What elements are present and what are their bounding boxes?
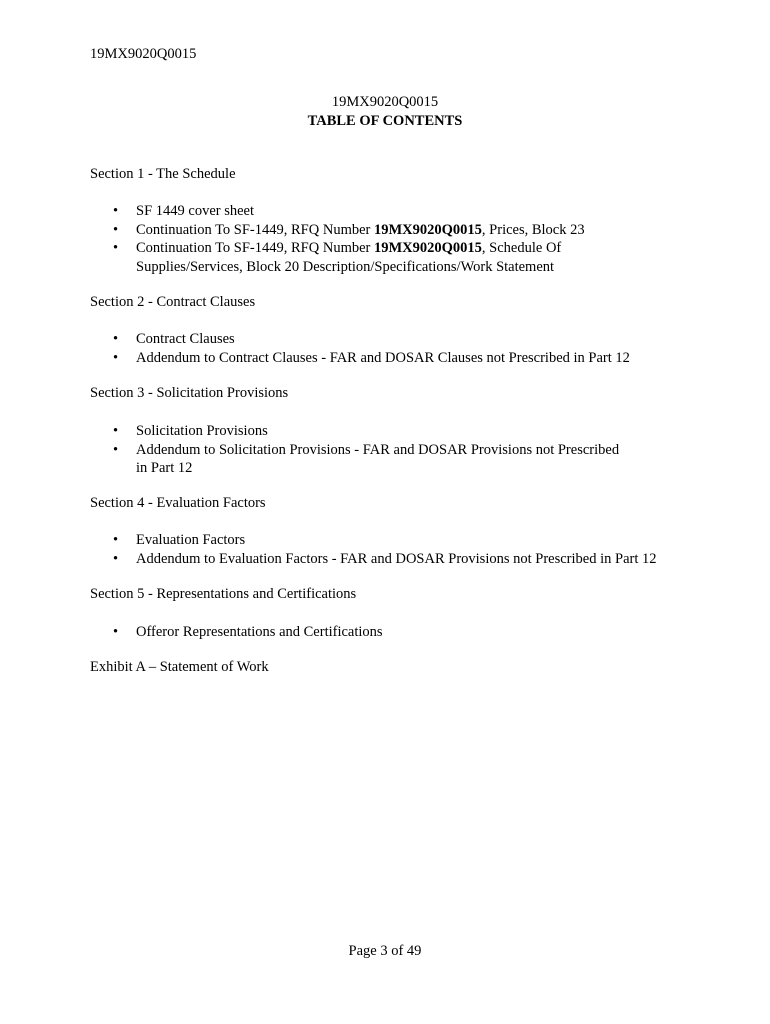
title-block	[0, 93, 770, 131]
bullet-icon: •	[113, 221, 119, 238]
list-item: • Contract Clauses	[113, 331, 235, 347]
list-item: • Addendum to Evaluation Factors - FAR and DOSAR Provisions not Prescribed in Part 12	[113, 550, 657, 567]
section-5-list	[90, 623, 690, 642]
list-item: • SF 1449 cover sheet	[113, 203, 254, 219]
rfq-number: 19MX9020Q0015	[373, 221, 482, 238]
bullet-icon: •	[113, 203, 119, 219]
page-number: Page 3 of 49	[348, 943, 422, 959]
list-item: • Addendum to Solicitation Provisions - FAR and DOSAR Provisions not Prescribed in Part 12	[113, 441, 620, 477]
section-heading-1: Section 1 - The Schedule	[90, 166, 236, 182]
doc-number: 19MX9020Q0015	[331, 94, 439, 110]
list-item: • Solicitation Provisions	[113, 423, 268, 439]
list-item: • Addendum to Contract Clauses - FAR and DOSAR Clauses not Prescribed in Part 12	[113, 349, 630, 366]
bullet-icon: •	[113, 331, 119, 347]
list-item: • Continuation To SF-1449, RFQ Number 19MX9020Q0015, Prices, Block 23	[113, 221, 585, 238]
rfq-number: 19MX9020Q0015	[373, 240, 482, 257]
bullet-icon: •	[113, 441, 119, 458]
section-3-list	[90, 422, 690, 478]
section-2-list	[90, 330, 690, 367]
bullet-icon: •	[113, 423, 119, 439]
bullet-icon: •	[113, 240, 119, 257]
bullet-icon: •	[113, 550, 119, 567]
running-header: 19MX9020Q0015	[90, 46, 197, 62]
section-4-list	[90, 531, 690, 568]
list-item: • Continuation To SF-1449, RFQ Number 19MX9020Q0015, Schedule Of Supplies/Services, Block 20 Description/Specifications/Work Statement	[113, 240, 562, 275]
bullet-icon: •	[113, 624, 119, 640]
bullet-icon: •	[113, 532, 119, 548]
list-item: • Evaluation Factors	[113, 532, 246, 548]
section-heading-4: Section 4 - Evaluation Factors	[90, 495, 266, 511]
toc-title: TABLE OF CONTENTS	[307, 113, 463, 129]
section-heading-5: Section 5 - Representations and Certifications	[90, 586, 357, 602]
section-1-list	[90, 202, 690, 276]
exhibit-heading: Exhibit A – Statement of Work	[90, 659, 269, 675]
list-item: • Offeror Representations and Certifications	[113, 624, 383, 640]
section-heading-3: Section 3 - Solicitation Provisions	[90, 385, 289, 401]
section-heading-2: Section 2 - Contract Clauses	[90, 294, 256, 310]
bullet-icon: •	[113, 349, 119, 366]
